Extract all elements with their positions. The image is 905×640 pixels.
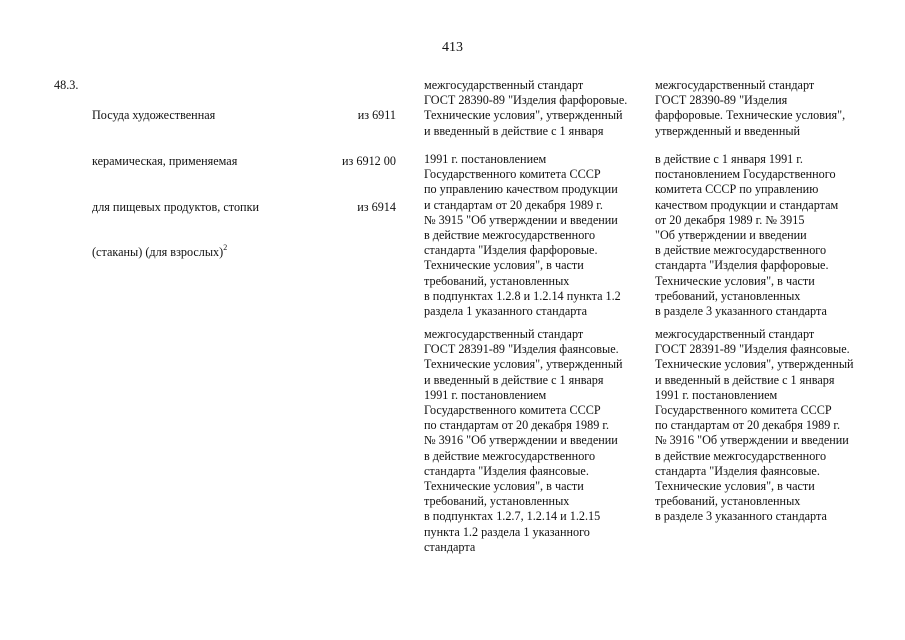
footnote-mark: 2 <box>223 243 228 253</box>
product-name-line: Посуда художественная <box>92 108 216 123</box>
tn-ved-code: из 6914 <box>357 199 396 214</box>
product-name-line: керамическая, применяемая <box>92 154 238 169</box>
standard-col1-block2: 1991 г. постановлением Государственного комитета СССР по управлению качеством продукции и стандартам от 20 декабря 1989 г. № 3915 "Об утверждении и введении в действие межгосударственного стандарта "Изделия фарфоровые. Технические условия", в части требований, установленных в подпунктах 1.2.8 и 1.2.14 пункта 1.2 раздела 1 указанного стандарта <box>424 152 621 319</box>
standard-col2-block3: межгосударственный стандарт ГОСТ 28391-89 "Изделия фаянсовые. Технические условия", утвержденный и введенный в действие с 1 января 1991 г. постановлением Государственного комитета СССР по стандартам от 20 декабря 1989 г. № 3916 "Об утверждении и введении в действие межгосударственного стандарта "Изделия фаянсовые. Технические условия", в части требований, установленных в разделе 3 указанного стандарта <box>655 327 854 524</box>
product-name-last-text: (стаканы) (для взрослых) <box>92 245 224 260</box>
product-name-line <box>92 245 259 260</box>
tn-ved-code: из 6911 <box>357 108 396 123</box>
page-number: 413 <box>442 40 463 55</box>
tn-ved-code: из 6912 00 <box>342 154 396 169</box>
product-name-line: для пищевых продуктов, стопки <box>92 199 260 214</box>
standard-col2-block1: межгосударственный стандарт ГОСТ 28390-89 "Изделия фарфоровые. Технические условия", утвержденный и введенный <box>655 78 846 138</box>
standard-col1-block1: межгосударственный стандарт ГОСТ 28390-89 "Изделия фарфоровые. Технические условия", утвержденный и введенный в действие с 1 января <box>424 78 628 138</box>
standard-col2-block2: в действие с 1 января 1991 г. постановлением Государственного комитета СССР по управлению качеством продукции и стандартам от 20 декабря 1989 г. № 3915 "Об утверждении и введении в действие межгосударственного стандарта "Изделия фарфоровые. Технические условия", в части требований, установленных в разделе 3 указанного стандарта <box>655 152 839 319</box>
tn-ved-codes <box>300 78 396 230</box>
row-number: 48.3. <box>54 78 79 92</box>
product-name <box>92 78 259 276</box>
standard-col1-block3: межгосударственный стандарт ГОСТ 28391-89 "Изделия фаянсовые. Технические условия", утвержденный и введенный в действие с 1 января 1991 г. постановлением Государственного комитета СССР по стандартам от 20 декабря 1989 г. № 3916 "Об утверждении и введении в действие межгосударственного стандарта "Изделия фаянсовые. Технические условия", в части требований, установленных в подпунктах 1.2.7, 1.2.14 и 1.2.15 пункта 1.2 раздела 1 указанного стандарта <box>424 327 623 554</box>
